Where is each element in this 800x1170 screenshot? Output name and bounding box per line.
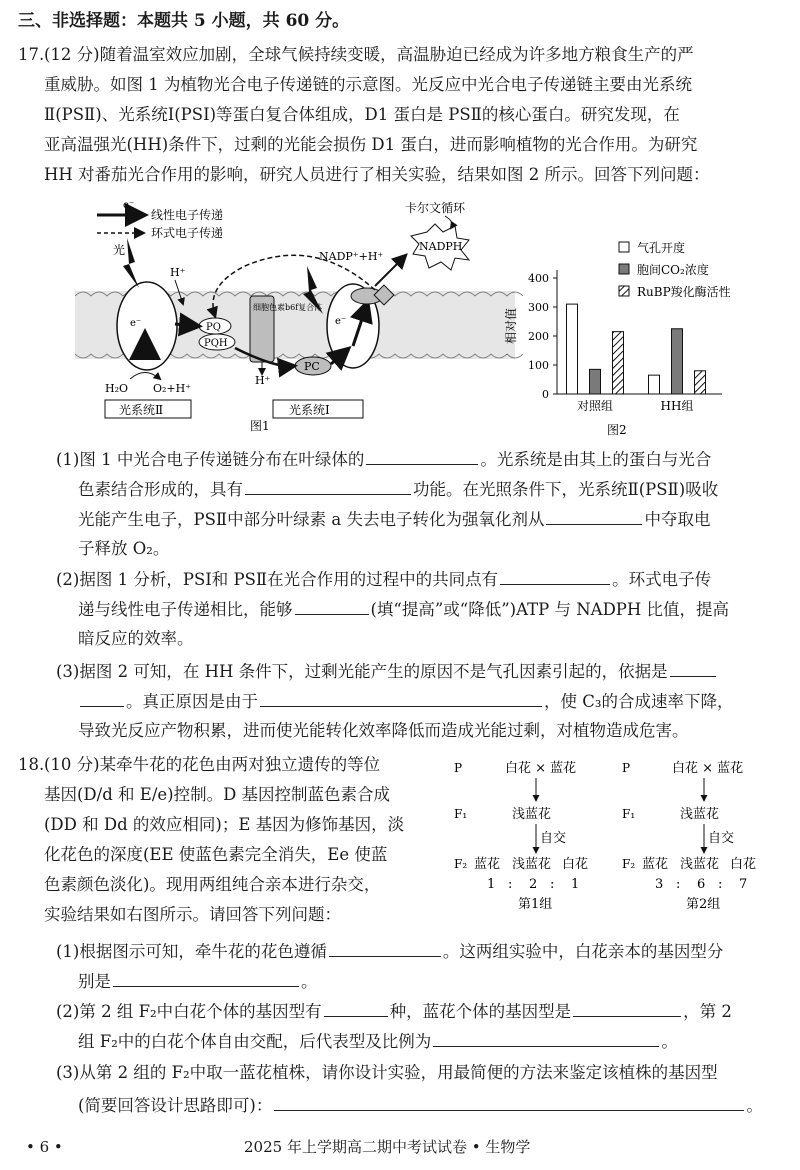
q17-sub2-text: (2)据图 1 分析，PSⅠ和 PSⅡ在光合作用的过程中的共同点有 <box>56 570 499 589</box>
p-label: P <box>622 761 631 775</box>
ratio-sep: : <box>550 877 555 892</box>
question-text: 实验结果如右图所示。请回答下列问题： <box>44 905 341 924</box>
q17-sub2-text: 递与线性电子传递相比，能够 <box>78 600 293 619</box>
parents-label: 白花 × 蓝花 <box>505 761 577 776</box>
question-text: 色素颜色淡化)。现用两组纯合亲本进行杂交， <box>44 875 381 894</box>
f1-label: F₁ <box>454 807 468 821</box>
cross-group-2 <box>622 760 756 912</box>
q17-sub3-line3: 导致光反应产物积累，进而使光能转化效率降低而造成光能过剩，对植物造成危害。 <box>78 721 689 740</box>
y-tick-label: 400 <box>528 272 549 285</box>
q17-sub3-text: 。真正原因是由于 <box>126 692 258 711</box>
group-1-label: 第1组 <box>518 897 553 912</box>
question-number: 18. <box>18 755 45 774</box>
answer-blank[interactable] <box>295 598 369 615</box>
bar-0-1 <box>590 369 601 394</box>
ratio-value: 6 <box>697 877 706 892</box>
ratio-sep: : <box>508 877 513 892</box>
nadp-label: NADP⁺+H⁺ <box>319 250 384 263</box>
question-text: (DD 和 Dd 的效应相同)；E 基因为修饰基因，淡 <box>44 815 405 834</box>
page-number: • 6 • <box>26 1138 63 1156</box>
water-label: H₂O <box>105 382 129 395</box>
ratio-value: 7 <box>739 877 748 892</box>
ratio-value: 1 <box>487 877 496 892</box>
ratio-value: 3 <box>655 877 664 892</box>
legend-swatch <box>619 242 629 252</box>
q18-sub2-text: ，第 2 <box>683 1002 732 1021</box>
question-text: 亚高温强光(HH)条件下，过剩的光能会损伤 D1 蛋白，进而影响植物的光合作用。为研究 <box>44 135 698 154</box>
selfing-label: 自交 <box>540 831 567 846</box>
answer-blank[interactable] <box>245 478 411 495</box>
answer-blank[interactable] <box>573 1000 681 1017</box>
legend-swatch <box>619 264 629 274</box>
f2-white: 白花 <box>562 857 589 872</box>
q18-sub1-text: 别是 <box>78 972 111 991</box>
q17-sub1-text: 中夺取电 <box>644 510 711 529</box>
answer-blank[interactable] <box>366 448 478 465</box>
parents-label: 白花 × 蓝花 <box>672 761 744 776</box>
q17-sub1-line2 <box>78 478 718 501</box>
answer-blank[interactable] <box>260 690 542 707</box>
cross-diagrams <box>450 756 790 916</box>
pq-label: PQ <box>206 322 221 333</box>
q18-sub1-text: 。 <box>301 972 318 991</box>
y-tick-label: 300 <box>528 301 549 314</box>
legend-linear-label: 线性电子传递 <box>151 208 224 222</box>
q18-sub2-line2 <box>78 1030 678 1053</box>
calvin-cycle-label: 卡尔文循环 <box>405 201 466 215</box>
question-text: 基因(D/d 和 E/e)控制。D 基因控制蓝色素合成 <box>44 785 391 804</box>
answer-blank[interactable] <box>113 970 299 987</box>
legend-label: RuBP羧化酶活性 <box>637 285 731 299</box>
oxygen-label: O₂+H⁺ <box>153 382 192 395</box>
h-plus-bottom: H⁺ <box>255 374 271 387</box>
question-text: 化花色的深度(EE 使蓝色素完全消失，Ee 使蓝 <box>44 845 388 864</box>
q18-sub1-text: 。这两组实验中，白花亲本的基因型分 <box>442 942 724 961</box>
q18-sub2-text: 种，蓝花个体的基因型是 <box>389 1002 572 1021</box>
q17-sub2-text: (填“提高”或“降低”)ATP 与 NADPH 比值，提高 <box>370 600 730 619</box>
nadph-label: NADPH <box>419 240 463 253</box>
y-tick-label: 200 <box>528 330 549 343</box>
light-label: 光 <box>113 243 126 257</box>
group-2-label: 第2组 <box>686 897 721 912</box>
q18-sub3-line1: (3)从第 2 组的 F₂中取一蓝花植株，请你设计实验，用最简便的方法来鉴定该植株的基因型 <box>56 1063 718 1082</box>
q17-sub1-text: 。光系统是由其上的蛋白与光合 <box>480 450 712 469</box>
chart-ylabel: 相对值 <box>504 307 518 344</box>
f1-phenotype: 浅蓝花 <box>680 807 720 822</box>
q18-sub1-line1 <box>56 940 723 963</box>
legend-e: e⁻ <box>123 200 135 211</box>
cytochrome-label: 细胞色素b6f复合体 <box>253 303 323 312</box>
q18-sub2-text: 组 F₂中的白花个体自由交配，后代表型及比例为 <box>78 1032 432 1051</box>
f2-blue: 蓝花 <box>642 857 669 872</box>
answer-blank[interactable] <box>324 1000 388 1017</box>
h-plus-top: H⁺ <box>170 266 186 279</box>
bar-1-2 <box>695 371 706 394</box>
selfing-label: 自交 <box>708 831 735 846</box>
q17-sub2-line3: 暗反应的效率。 <box>78 629 194 648</box>
bar-1-0 <box>649 375 660 394</box>
section-header: 三、非选择题：本题共 5 小题，共 60 分。 <box>18 11 350 31</box>
bar-0-0 <box>567 304 578 394</box>
figure-1-caption: 图1 <box>250 419 270 433</box>
question-text: 重威胁。如图 1 为植物光合电子传递链的示意图。光反应中光合电子传递链主要由光系统 <box>44 75 692 94</box>
x-category-label: HH组 <box>660 399 694 413</box>
answer-blank[interactable] <box>329 940 441 957</box>
q17-sub1-line3 <box>78 508 710 531</box>
question-text: (12 分)随着温室效应加剧，全球气候持续变暖，高温胁迫已经成为许多地方粮食生产的严 <box>44 45 694 64</box>
q18-sub1-line2 <box>78 970 318 993</box>
q17-sub3-line1 <box>56 660 718 683</box>
legend-label: 气孔开度 <box>637 241 686 255</box>
q17-sub3-line2 <box>78 690 733 713</box>
q17-sub1-text: 色素结合形成的，具有 <box>78 480 243 499</box>
q18-sub2-text: 。 <box>661 1032 678 1051</box>
answer-blank[interactable] <box>433 1030 659 1047</box>
q18-sub2-line1 <box>56 1000 732 1023</box>
e-label: e⁻ <box>335 316 347 327</box>
question-text: HH 对番茄光合作用的影响，研究人员进行了相关实验，结果如图 2 所示。回答下列问题： <box>44 165 710 184</box>
f2-white: 白花 <box>730 857 757 872</box>
f2-label: F₂ <box>622 857 636 871</box>
ps2-complex <box>117 282 177 370</box>
f1-label: F₁ <box>622 807 636 821</box>
question-text: Ⅱ(PSⅡ)、光系统Ⅰ(PSⅠ)等蛋白复合体组成，D1 蛋白是 PSⅡ的核心蛋白。研究发现，在 <box>44 105 680 124</box>
q17-sub2-line1 <box>56 568 711 591</box>
f2-light-blue: 浅蓝花 <box>680 857 720 872</box>
chart-bars <box>567 304 706 413</box>
ps1-label: 光系统Ⅰ <box>289 403 330 417</box>
q17-sub1-text: 光能产生电子，PSⅡ中部分叶绿素 a 失去电子转化为强氧化剂从 <box>78 510 545 529</box>
question-text: (10 分)某牵牛花的花色由两对独立遗传的等位 <box>44 755 381 774</box>
f2-label: F₂ <box>454 857 468 871</box>
q18-sub2-text: (2)第 2 组 F₂中白花个体的基因型有 <box>56 1002 322 1021</box>
question-number: 17. <box>18 45 45 64</box>
q17-sub1-line1 <box>56 448 711 471</box>
answer-blank[interactable] <box>546 508 642 525</box>
q18-sub3-line2 <box>78 1094 763 1117</box>
chart-caption: 图2 <box>607 423 627 437</box>
cross-group-1 <box>454 760 588 912</box>
bar-0-2 <box>613 332 624 394</box>
chart-legend <box>619 240 731 299</box>
f2-blue: 蓝花 <box>474 857 501 872</box>
ratio-sep: : <box>676 877 681 892</box>
q17-sub1-text: (1)图 1 中光合电子传递链分布在叶绿体的 <box>56 450 365 469</box>
figure-2-bar-chart <box>495 238 785 438</box>
q17-sub3-text: ，使 C₃的合成速率下降， <box>544 692 734 711</box>
light-bolt-icon <box>123 238 139 288</box>
answer-blank[interactable] <box>80 690 124 707</box>
ps2-label: 光系统Ⅱ <box>119 403 164 417</box>
ratio-value: 2 <box>529 877 538 892</box>
footer-title: 2025 年上学期高二期中考试试卷 • 生物学 <box>244 1138 531 1156</box>
ratio-value: 1 <box>571 877 580 892</box>
f2-light-blue: 浅蓝花 <box>512 857 552 872</box>
answer-blank[interactable] <box>670 660 716 677</box>
bar-1-1 <box>672 329 683 394</box>
legend-label: 胞间CO₂浓度 <box>637 263 709 277</box>
q18-sub3-text: 。 <box>746 1096 763 1115</box>
f1-phenotype: 浅蓝花 <box>512 807 552 822</box>
q17-sub3-text: (3)据图 2 可知，在 HH 条件下，过剩光能产生的原因不是气孔因素引起的，依据是 <box>56 662 668 681</box>
pc-label: PC <box>304 360 320 373</box>
q17-sub1-line4: 子释放 O₂。 <box>78 539 170 558</box>
q17-sub2-text: 。环式电子传 <box>612 570 712 589</box>
legend-swatch <box>619 286 629 296</box>
legend-cyclic-label: 环式电子传递 <box>151 226 224 240</box>
answer-blank[interactable] <box>274 1094 744 1111</box>
e-label: e⁻ <box>130 318 142 329</box>
figure-1-electron-transport <box>75 196 525 436</box>
q17-sub1-text: 功能。在光照条件下，光系统Ⅱ(PSⅡ)吸收 <box>413 480 719 499</box>
pqh-label: PQH <box>204 338 228 349</box>
q18-sub3-text: (简要回答设计思路即可)： <box>78 1096 273 1115</box>
x-category-label: 对照组 <box>576 399 614 413</box>
ratio-sep: : <box>718 877 723 892</box>
p-label: P <box>454 761 463 775</box>
answer-blank[interactable] <box>500 568 610 585</box>
y-tick-label: 100 <box>528 359 549 372</box>
q17-sub2-line2 <box>78 598 729 621</box>
y-tick-label: 0 <box>542 388 549 401</box>
q18-sub1-text: (1)根据图示可知，牵牛花的花色遵循 <box>56 942 327 961</box>
